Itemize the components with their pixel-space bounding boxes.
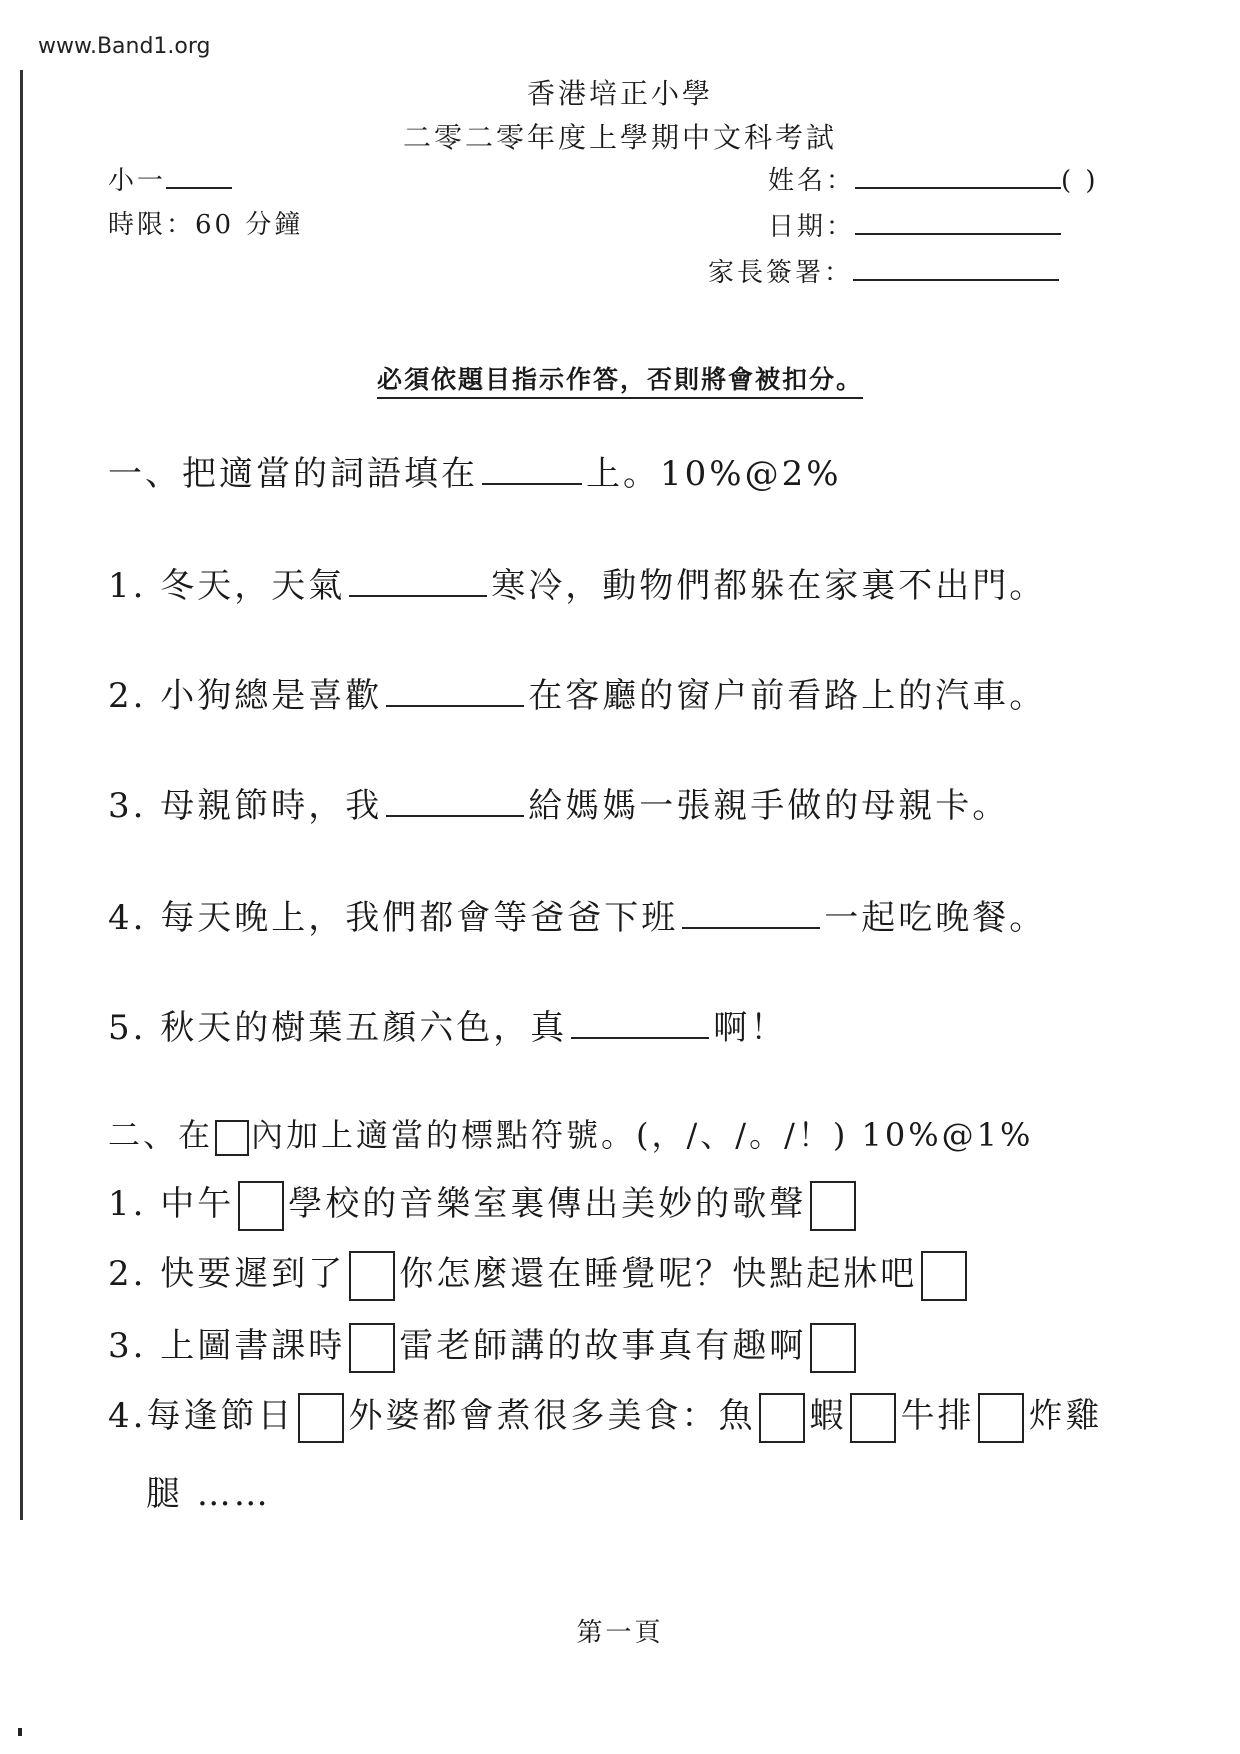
question-text: 小狗總是喜歡 — [160, 676, 383, 716]
class-field — [108, 160, 232, 197]
section1-title-suffix: 上。10%@2% — [586, 454, 842, 494]
s1-question-3 — [108, 778, 1009, 827]
s1-question-1 — [108, 558, 1046, 607]
punctuation-box[interactable] — [349, 1323, 395, 1373]
question-text: 啊！ — [713, 1008, 788, 1048]
punctuation-box[interactable] — [921, 1251, 967, 1301]
instruction-text: 必須依題目指示作答，否則將會被扣分。 — [377, 365, 863, 399]
question-number: 3. — [108, 1326, 147, 1366]
s2-question-2 — [108, 1246, 971, 1301]
section2-title-suffix: 內加上適當的標點符號。(，/、/。/！) 10%@1% — [251, 1116, 1034, 1154]
question-text: 牛排 — [900, 1396, 975, 1436]
question-text: 學校的音樂室裏傳出美妙的歌聲 — [288, 1184, 807, 1224]
question-text: 每逢節日 — [146, 1396, 295, 1436]
question-text: 一起吃晚餐。 — [824, 898, 1047, 938]
question-text: 你怎麼還在睡覺呢？快點起牀吧 — [399, 1254, 918, 1294]
instruction — [0, 360, 1240, 396]
name-blank[interactable] — [855, 161, 1061, 189]
question-text: 外婆都會煮很多美食：魚 — [348, 1396, 756, 1436]
punctuation-box[interactable] — [238, 1181, 284, 1231]
date-blank[interactable] — [855, 207, 1061, 235]
punctuation-box[interactable] — [759, 1393, 805, 1443]
question-number: 4. — [108, 898, 147, 938]
school-name: 香港培正小學 — [526, 77, 713, 110]
date-label: 日期： — [768, 212, 856, 242]
punctuation-box[interactable] — [810, 1323, 856, 1373]
question-number: 3. — [108, 786, 147, 826]
signature-field — [708, 252, 1059, 289]
question-number: 1. — [108, 1184, 147, 1224]
question-text: 冬天，天氣 — [160, 566, 346, 606]
punctuation-box[interactable] — [349, 1251, 395, 1301]
question-number: 2. — [108, 1254, 147, 1294]
s2-question-4-continuation: 腿 …… — [146, 1474, 271, 1514]
punctuation-box[interactable] — [850, 1393, 896, 1443]
signature-label: 家長簽署： — [708, 258, 854, 288]
name-field — [768, 160, 1099, 197]
date-field — [768, 206, 1061, 243]
signature-blank[interactable] — [853, 253, 1059, 281]
question-text: 寒冷，動物們都躲在家裏不出門。 — [491, 566, 1047, 606]
question-text: 給媽媽一張親手做的母親卡。 — [528, 786, 1010, 826]
s2-question-4 — [108, 1388, 1102, 1443]
class-label: 小一 — [108, 166, 167, 196]
punctuation-box[interactable] — [298, 1393, 344, 1443]
section1-title-blank-sample — [482, 455, 582, 485]
section2-title — [108, 1110, 1033, 1156]
punctuation-box[interactable] — [810, 1181, 856, 1231]
margin-line — [20, 70, 23, 1520]
answer-blank[interactable] — [571, 1009, 709, 1039]
question-text: 雷老師講的故事真有趣啊 — [399, 1326, 807, 1366]
margin-dot — [18, 1728, 22, 1736]
s2-question-3 — [108, 1318, 860, 1373]
s1-question-2 — [108, 668, 1046, 717]
section1-title-prefix: 一、把適當的詞語填在 — [108, 454, 478, 494]
question-text: 在客廳的窗户前看路上的汽車。 — [528, 676, 1047, 716]
s2-question-1 — [108, 1176, 860, 1231]
question-number: 1. — [108, 566, 147, 606]
question-text: 快要遲到了 — [160, 1254, 346, 1294]
punctuation-box[interactable] — [978, 1393, 1024, 1443]
class-number-paren: ( ) — [1061, 166, 1099, 196]
s1-question-5 — [108, 1000, 787, 1049]
section2-title-box-sample — [215, 1120, 249, 1156]
question-text: 蝦 — [809, 1396, 847, 1436]
question-text: 炸雞 — [1028, 1396, 1103, 1436]
class-blank[interactable] — [166, 161, 232, 189]
answer-blank[interactable] — [349, 567, 487, 597]
question-number: 4. — [108, 1396, 147, 1436]
watermark: www.Band1.org — [38, 34, 211, 59]
question-number: 5. — [108, 1008, 147, 1048]
page-number: 第一頁 — [576, 1618, 664, 1648]
question-text: 秋天的樹葉五顏六色，真 — [160, 1008, 568, 1048]
answer-blank[interactable] — [386, 677, 524, 707]
answer-blank[interactable] — [682, 899, 820, 929]
question-text: 中午 — [160, 1184, 235, 1224]
question-text: 母親節時，我 — [160, 786, 383, 826]
section1-title — [108, 446, 842, 495]
s1-question-4 — [108, 890, 1046, 939]
question-number: 2. — [108, 676, 147, 716]
question-text: 上圖書課時 — [160, 1326, 346, 1366]
exam-title: 二零二零年度上學期中文科考試 — [402, 121, 837, 154]
time-limit: 時限：60 分鐘 — [108, 210, 304, 240]
answer-blank[interactable] — [386, 787, 524, 817]
section2-title-prefix: 二、在 — [108, 1116, 214, 1154]
question-text: 每天晚上，我們都會等爸爸下班 — [160, 898, 679, 938]
name-label: 姓名： — [768, 166, 856, 196]
